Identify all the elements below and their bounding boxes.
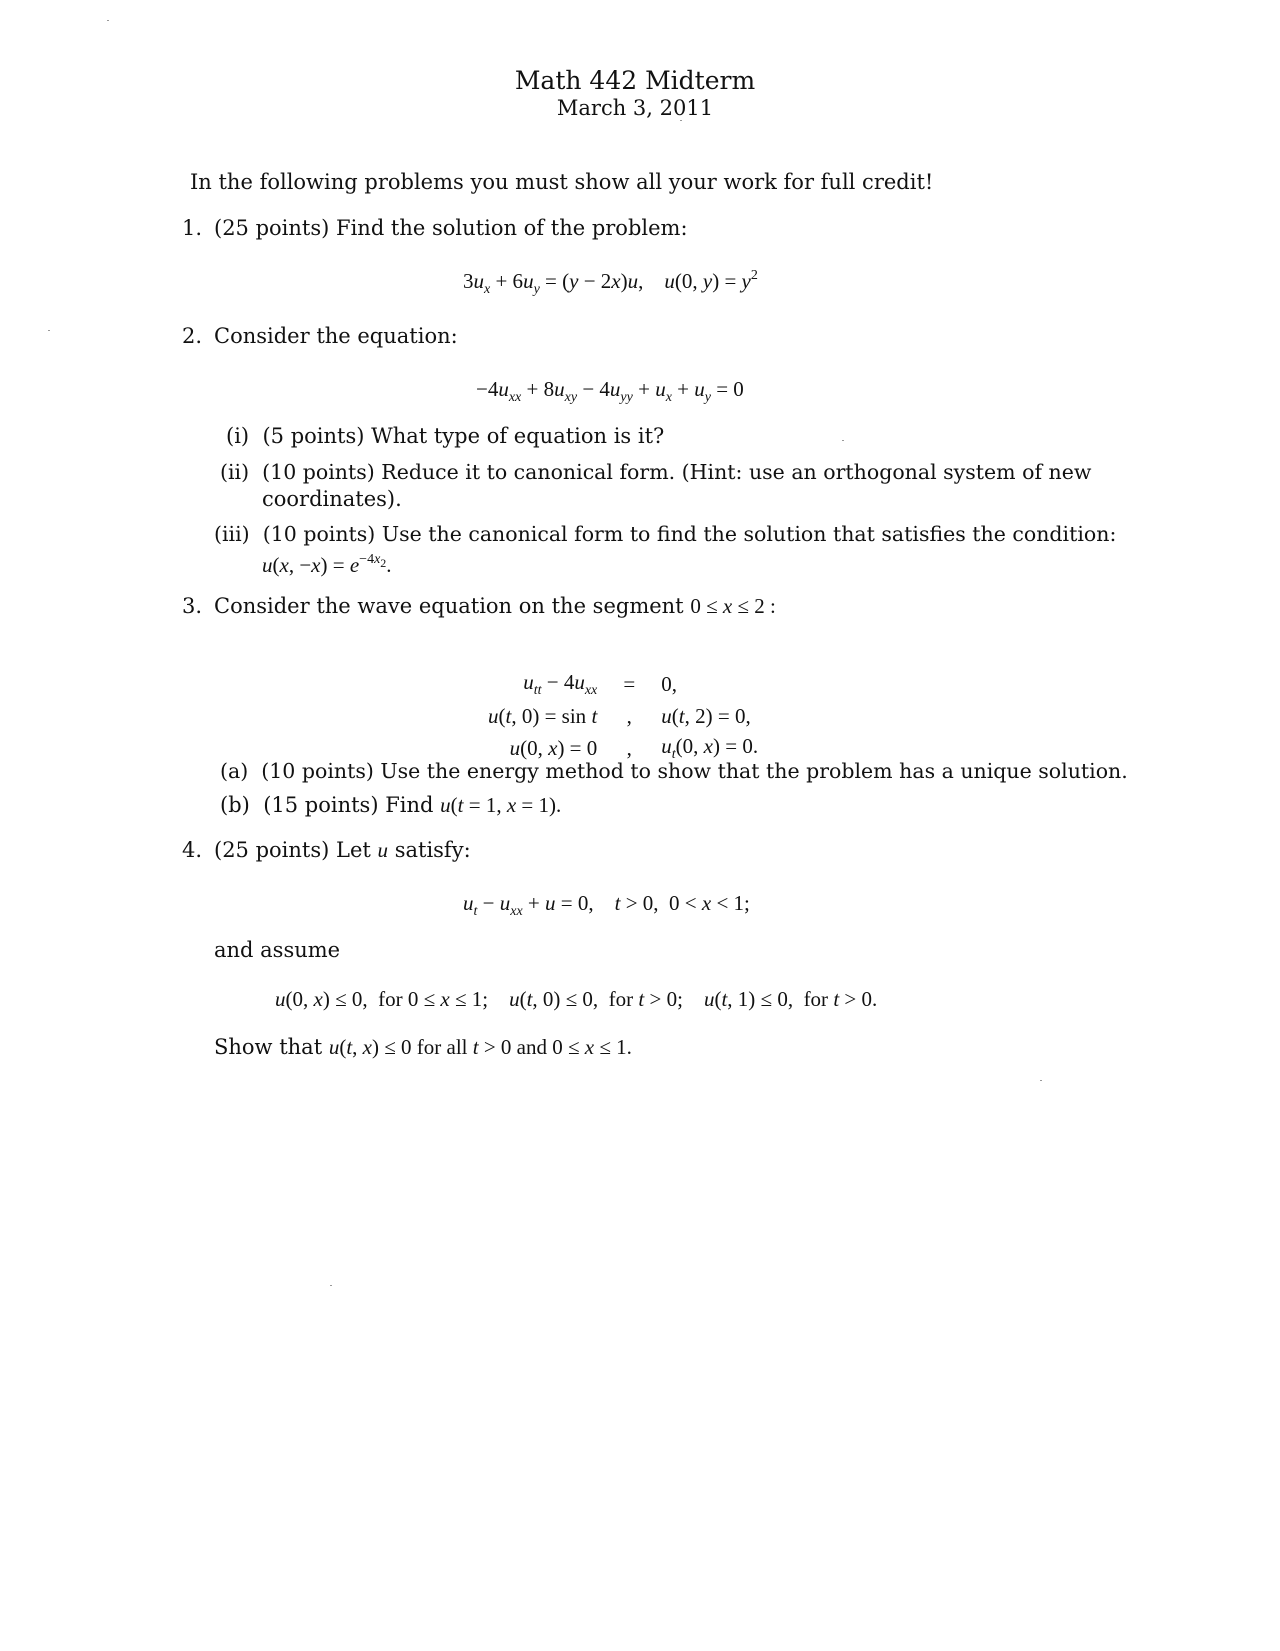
scan-speck xyxy=(107,20,109,21)
problem-3-part-a xyxy=(220,759,1128,783)
wave-equation-system: $u_{tt} - 4u_{xx}$ = 0, u(t, 0) = sin t , u(t, 2) = 0, u(0, x) = 0 , $u_t(0$, x) = 0. xyxy=(488,669,759,762)
problem-text: (25 points) Let xyxy=(214,838,371,862)
problem-number: 4. xyxy=(182,838,203,862)
part-text: (10 points) Reduce it to canonical form. (Hint: use an orthogonal system of new xyxy=(262,460,1092,484)
scan-speck xyxy=(1040,1080,1042,1081)
problem-2 xyxy=(182,324,458,348)
problem-4-equation: $u_t - u_{xx} + u = 0$, t > 0, 0 < x < 1; xyxy=(463,891,750,919)
problem-4 xyxy=(182,838,471,863)
part-label: (ii) xyxy=(220,460,250,484)
problem-number: 1. xyxy=(182,216,203,240)
and-assume: and assume xyxy=(214,938,341,962)
problem-3-part-b xyxy=(220,793,561,818)
scan-speck xyxy=(48,330,50,331)
part-label: (a) xyxy=(220,759,249,783)
problem-4-conclusion xyxy=(214,1035,632,1060)
problem-3 xyxy=(182,594,776,619)
show-that: Show that xyxy=(214,1035,323,1059)
problem-2-part-ii-continued: coordinates). xyxy=(262,487,402,511)
conclusion-math: u(t, x) ≤ 0 for all t > 0 and 0 ≤ x ≤ 1. xyxy=(328,1035,632,1059)
problem-number: 2. xyxy=(182,324,203,348)
part-label: (b) xyxy=(220,793,250,817)
part-text: (10 points) Use the energy method to show that the problem has a unique solution. xyxy=(261,759,1128,783)
exam-date: March 3, 2011 xyxy=(556,96,714,120)
part-text: (15 points) Find xyxy=(263,793,434,817)
problem-text-after: satisfy: xyxy=(394,838,471,862)
variable-u: u xyxy=(377,838,389,862)
problem-1 xyxy=(182,216,688,240)
problem-2-equation: $-4u_{xx} + 8u_{xy} - 4u_{yy} + u_x + u_y = 0$ xyxy=(476,377,744,405)
instructions: In the following problems you must show all your work for full credit! xyxy=(190,170,934,194)
problem-number: 3. xyxy=(182,594,203,618)
segment-range: 0 ≤ x ≤ 2 : xyxy=(690,594,776,618)
evaluation-point: u(t = 1, x = 1). xyxy=(440,793,562,817)
scan-speck xyxy=(842,440,844,441)
problem-2-part-iii xyxy=(214,522,1116,546)
problem-4-assumptions: u(0, x) ≤ 0, for 0 ≤ x ≤ 1; u(t, 0) ≤ 0, for t > 0; u(t, 1) ≤ 0, for t > 0. xyxy=(275,987,878,1011)
exam-title: Math 442 Midterm xyxy=(514,66,756,95)
part-text: (5 points) What type of equation is it? xyxy=(262,424,665,448)
part-label: (i) xyxy=(226,424,250,448)
problem-text: Consider the equation: xyxy=(214,324,458,348)
part-label: (iii) xyxy=(214,522,250,546)
problem-text: Consider the wave equation on the segment xyxy=(214,594,684,618)
part-text: (10 points) Use the canonical form to find the solution that satisfies the condition: xyxy=(262,522,1117,546)
problem-2-condition: u(x, $-x) = e^{-4x2}$. xyxy=(262,552,392,577)
problem-2-part-ii xyxy=(220,460,1091,484)
scan-speck xyxy=(680,120,682,121)
problem-2-part-i xyxy=(226,424,664,448)
problem-text: (25 points) Find the solution of the problem: xyxy=(214,216,688,240)
scan-speck xyxy=(330,1285,332,1286)
problem-1-equation: $3u_x + 6u_y = (y - 2x)u$, u(0, $y) = y^2$ xyxy=(463,268,758,297)
